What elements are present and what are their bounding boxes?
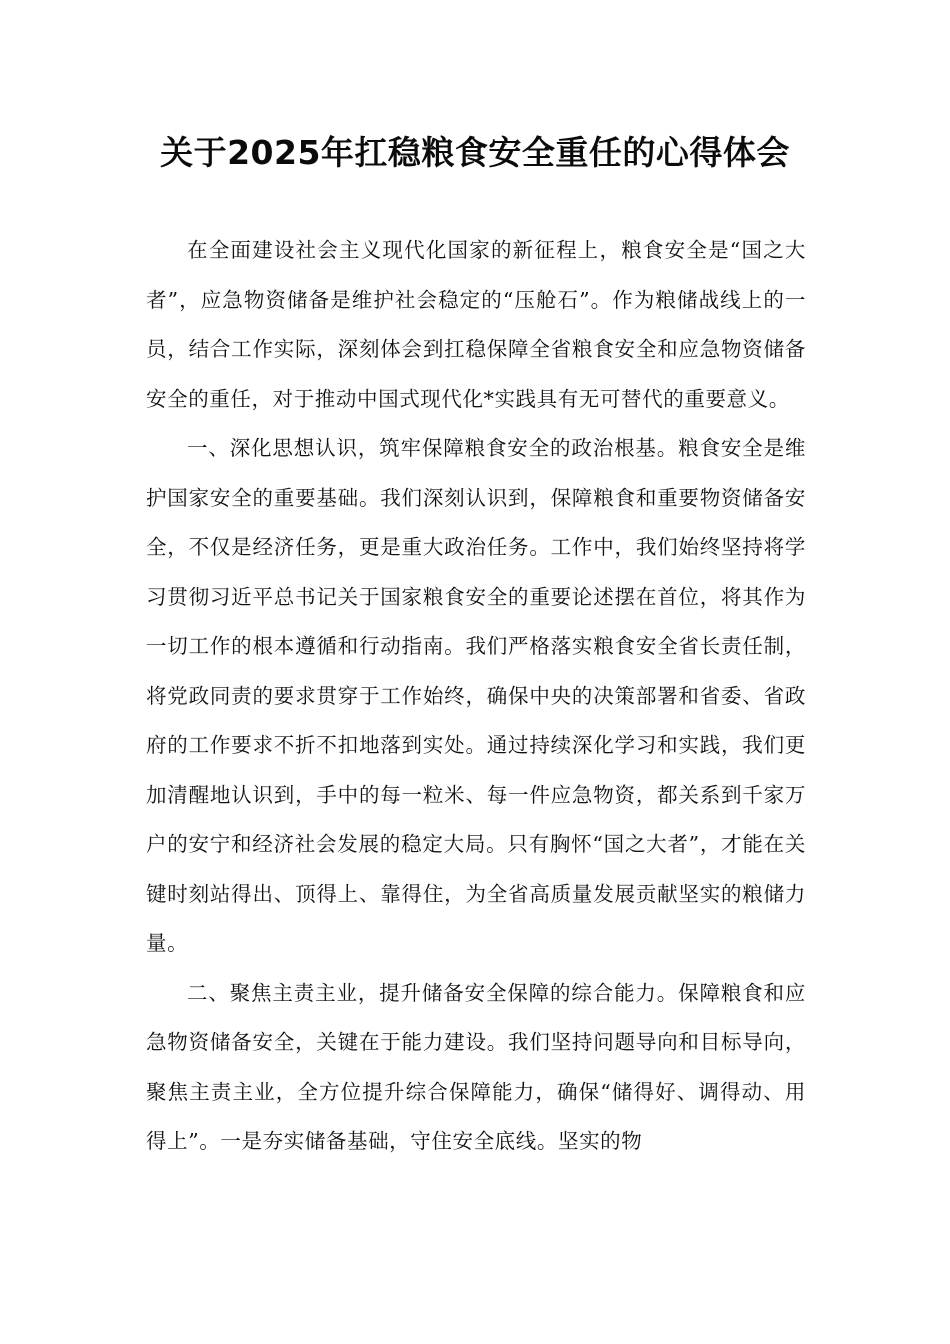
document-title: 关于2025年扛稳粮食安全重任的心得体会 [160, 133, 790, 172]
document-body [146, 226, 806, 1167]
section-one-paragraph: 一、深化思想认识，筑牢保障粮食安全的政治根基。粮食安全是维护国家安全的重要基础。我们深刻认识到，保障粮食和重要物资储备安全，不仅是经济任务，更是重大政治任务。工作中，我们始终坚持将学习贯彻习近平总书记关于国家粮食安全的重要论述摆在首位，将其作为一切工作的根本遵循和行动指南。我们严格落实粮食安全省长责任制，将党政同责的要求贯穿于工作始终，确保中央的决策部署和省委、省政府的工作要求不折不扣地落到实处。通过持续深化学习和实践，我们更加清醒地认识到，手中的每一粒米、每一件应急物资，都关系到千家万户的安宁和经济社会发展的稳定大局。只有胸怀“国之大者”，才能在关键时刻站得出、顶得上、靠得住，为全省高质量发展贡献坚实的粮储力量。 [146, 436, 806, 955]
section-two-paragraph: 二、聚焦主责主业，提升储备安全保障的综合能力。保障粮食和应急物资储备安全，关键在于能力建设。我们坚持问题导向和目标导向，聚焦主责主业，全方位提升综合保障能力，确保“储得好、调得动、用得上”。一是夯实储备基础，守住安全底线。坚实的物 [146, 980, 806, 1153]
intro-paragraph: 在全面建设社会主义现代化国家的新征程上，粮食安全是“国之大者”，应急物资储备是维护社会稳定的“压舱石”。作为粮储战线上的一员，结合工作实际，深刻体会到扛稳保障全省粮食安全和应急物资储备安全的重任，对于推动中国式现代化*实践具有无可替代的重要意义。 [146, 238, 806, 411]
